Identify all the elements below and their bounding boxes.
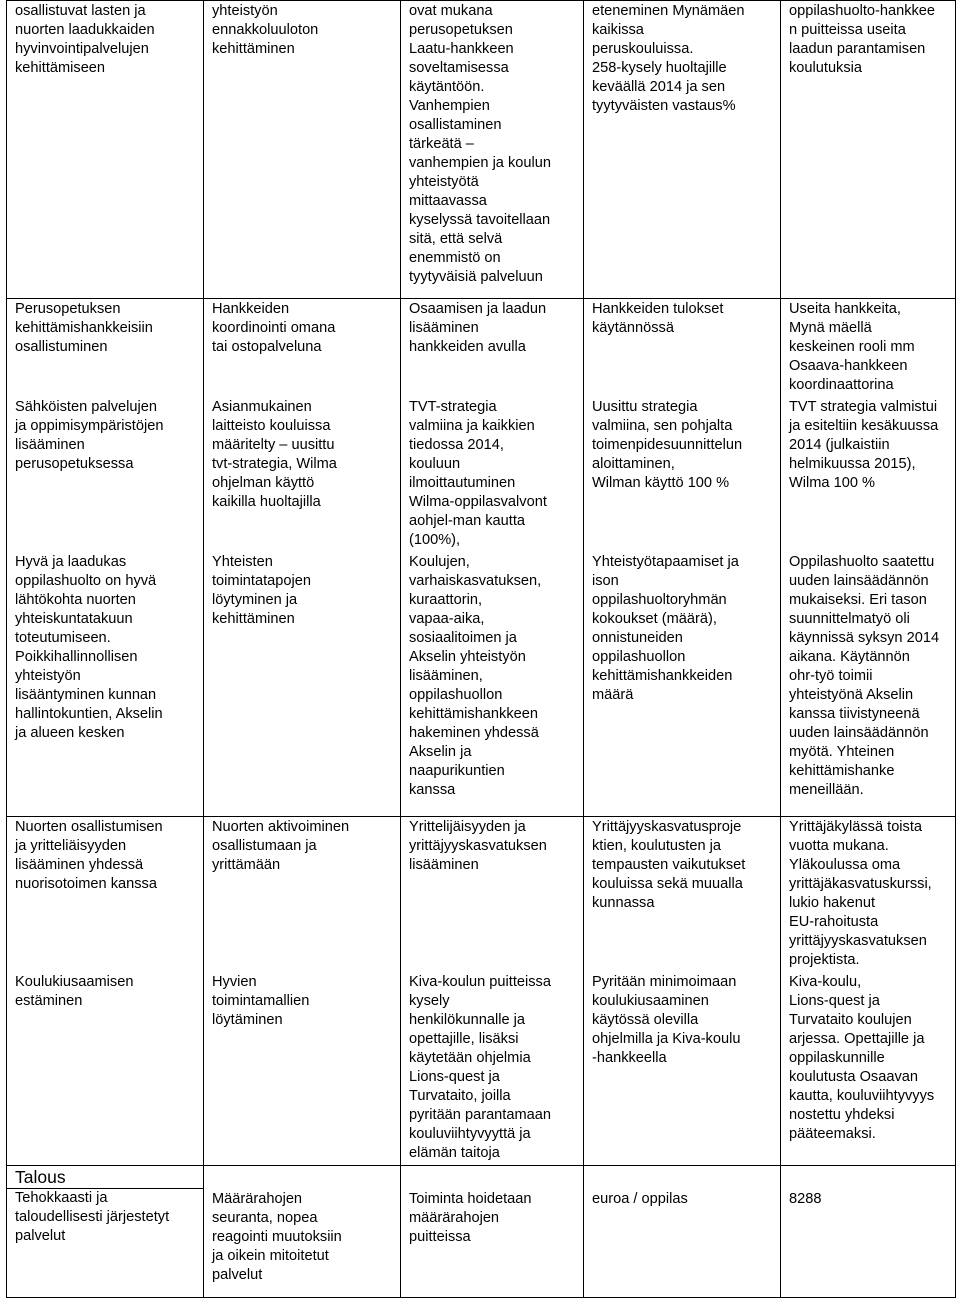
table-cell (584, 1165, 781, 1297)
cell-text: Hankkeiden tulokset käytännössä (592, 301, 724, 336)
table-row (7, 972, 956, 1166)
table-cell (401, 299, 584, 398)
table-cell (7, 972, 204, 1166)
table-cell (7, 552, 204, 816)
cell-text: Asianmukainen laitteisto kouluissa määritelty – uusittu tvt-strategia, Wilma ohjelman käyttö kaikilla huoltajilla (212, 399, 337, 510)
cell-text: Sähköisten palvelujen ja oppimisympäristöjen lisääminen perusopetuksessa (15, 399, 164, 472)
table-cell (781, 816, 956, 972)
cell-text: Yrittelijäisyyden ja yrittäjyyskasvatuksen lisääminen (409, 818, 547, 873)
cell-text: Koulukiusaamisen estäminen (15, 973, 134, 1009)
table-cell (584, 299, 781, 398)
cell-text: oppilashuolto-hankkee n puitteissa useita laadun parantamisen koulutuksia (789, 3, 936, 76)
table-cell (204, 552, 401, 816)
table-row (7, 552, 956, 816)
table-cell (7, 299, 204, 398)
goals-table (6, 0, 956, 1298)
talous-row (7, 1165, 956, 1297)
table-cell (204, 972, 401, 1166)
table-row (7, 816, 956, 972)
table-cell (7, 397, 204, 552)
table-cell (204, 299, 401, 398)
table-cell (781, 1165, 956, 1297)
table-cell (584, 1, 781, 299)
cell-text: Hyvä ja laadukas oppilashuolto on hyvä lähtökohta nuorten yhteiskuntatakuun toteutumiseen. Poikkihallinnollisen yhteistyön lisääntyminen kunnan hallintokuntien, Akselin ja alueen kesken (15, 554, 163, 741)
cell-text: Yrittäjäkylässä toista vuotta mukana. Yläkoulussa oma yrittäjäkasvatuskurssi, lukio hakenut EU-rahoitusta yrittäjyyskasvatuksen projektista. (789, 818, 932, 968)
table-cell (584, 552, 781, 816)
cell-text: Pyritään minimoimaan koulukiusaaminen käytössä olevilla ohjelmilla ja Kiva-koulu -hankkeella (592, 973, 741, 1066)
table-cell (401, 552, 584, 816)
table-cell (584, 972, 781, 1166)
table-cell (781, 299, 956, 398)
table-cell (204, 397, 401, 552)
cell-text: osallistuvat lasten ja nuorten laadukkaiden hyvinvointipalvelujen kehittämiseen (15, 3, 155, 76)
table-cell (204, 1165, 401, 1297)
cell-text: eteneminen Mynämäen kaikissa peruskouluissa. 258-kysely huoltajille keväällä 2014 ja sen tyytyväisten vastaus% (592, 3, 745, 114)
cell-text: Nuorten osallistumisen ja yritteliäisyyden lisääminen yhdessä nuorisotoimen kanssa (15, 818, 163, 892)
cell-text: Hankkeiden koordinointi omana tai ostopalveluna (212, 301, 336, 355)
document-page (6, 0, 955, 1287)
cell-text: Yrittäjyyskasvatusproje ktien, koulutusten ja tempausten vaikutukset kouluissa sekä muualla kunnassa (592, 818, 746, 911)
cell-text: Yhteistyötapaamiset ja ison oppilashuoltoryhmän kokoukset (määrä), onnistuneiden oppilashuollon kehittämishankkeiden määrä (592, 554, 739, 703)
table-cell (781, 552, 956, 816)
table-cell (781, 1, 956, 299)
cell-text: Osaamisen ja laadun lisääminen hankkeiden avulla (409, 301, 547, 355)
table-cell (7, 1, 204, 299)
cell-text: Hyvien toimintamallien löytäminen (212, 973, 310, 1028)
section-heading-talous: Talous (15, 1166, 66, 1187)
cell-text: Uusittu strategia valmiina, sen pohjalta toimenpidesuunnittelun aloittaminen, Wilman käyttö 100 % (592, 399, 743, 491)
table-cell (204, 816, 401, 972)
cell-text: TVT-strategia valmiina ja kaikkien tiedossa 2014, kouluun ilmoittautuminen Wilma-oppilasvalvont aohjel-man kautta (100%), (409, 399, 547, 548)
table-cell (401, 972, 584, 1166)
table-cell (584, 816, 781, 972)
cell-text: Perusopetuksen kehittämishankkeisiin osallistuminen (15, 301, 153, 355)
table-cell (204, 1, 401, 299)
table-cell (7, 1165, 204, 1297)
table-cell (781, 397, 956, 552)
cell-text: Tehokkaasti ja taloudellisesti järjestetyt palvelut (15, 1189, 170, 1244)
table-cell (781, 972, 956, 1166)
cell-text: 8288 (789, 1190, 822, 1207)
cell-text: yhteistyön ennakkoluuloton kehittäminen (212, 3, 319, 57)
cell-text: Määrärahojen seuranta, nopea reagointi muutoksiin ja oikein mitoitetut palvelut (212, 1190, 342, 1283)
table-row (7, 1, 956, 299)
table-cell (401, 397, 584, 552)
table-cell (401, 816, 584, 972)
cell-text: ovat mukana perusopetuksen Laatu-hankkeen soveltamisessa käytäntöön. Vanhempien osallistaminen tärkeätä – vanhempien ja koulun yhteistyötä mittaavassa kyselyssä tavoitellaan sitä, että selvä enemmistö on tyytyväisiä palveluun (409, 3, 551, 285)
table-cell (7, 816, 204, 972)
table-row (7, 299, 956, 398)
cell-text: euroa / oppilas (592, 1190, 688, 1207)
table-cell (401, 1, 584, 299)
cell-text: Koulujen, varhaiskasvatuksen, kuraattorin, vapaa-aika, sosiaalitoimen ja Akselin yhteistyön lisääminen, oppilashuollon kehittämishankkeen hakeminen yhdessä Akselin ja naapurikuntien kanssa (409, 554, 542, 798)
cell-text: Kiva-koulun puitteissa kysely henkilökunnalle ja opettajille, lisäksi käytetään ohjelmia Lions-quest ja Turvataito, joilla pyritään parantamaan kouluviihtyvyyttä ja elämän taitoja (409, 973, 551, 1161)
cell-text: Kiva-koulu, Lions-quest ja Turvataito koulujen arjessa. Opettajille ja oppilaskunnille koulutusta Osaavan kautta, kouluviihtyvyys nostettu yhdeksi pääteemaksi. (789, 973, 935, 1142)
cell-text: TVT strategia valmistui ja esiteltiin kesäkuussa 2014 (julkaistiin helmikuussa 2015), Wilma 100 % (789, 399, 939, 491)
cell-text: Oppilashuolto saatettu uuden lainsäädännön mukaiseksi. Eri tason suunnittelmatyö oli käynnissä syksyn 2014 aikana. Käytännön ohr-työ toimii yhteistyönä Akselin kanssa tiivistyneenä uuden lainsäädännön myötä. Yhteinen kehittämishanke meneillään. (789, 554, 940, 798)
table-cell (401, 1165, 584, 1297)
table-row (7, 397, 956, 552)
cell-text: Nuorten aktivoiminen osallistumaan ja yrittämään (212, 818, 350, 873)
cell-text: Toiminta hoidetaan määrärahojen puitteissa (409, 1190, 532, 1245)
table-cell (584, 397, 781, 552)
cell-text: Yhteisten toimintatapojen löytyminen ja kehittäminen (212, 554, 311, 627)
cell-text: Useita hankkeita, Mynä mäellä keskeinen rooli mm Osaava-hankkeen koordinaattorina (789, 301, 915, 393)
